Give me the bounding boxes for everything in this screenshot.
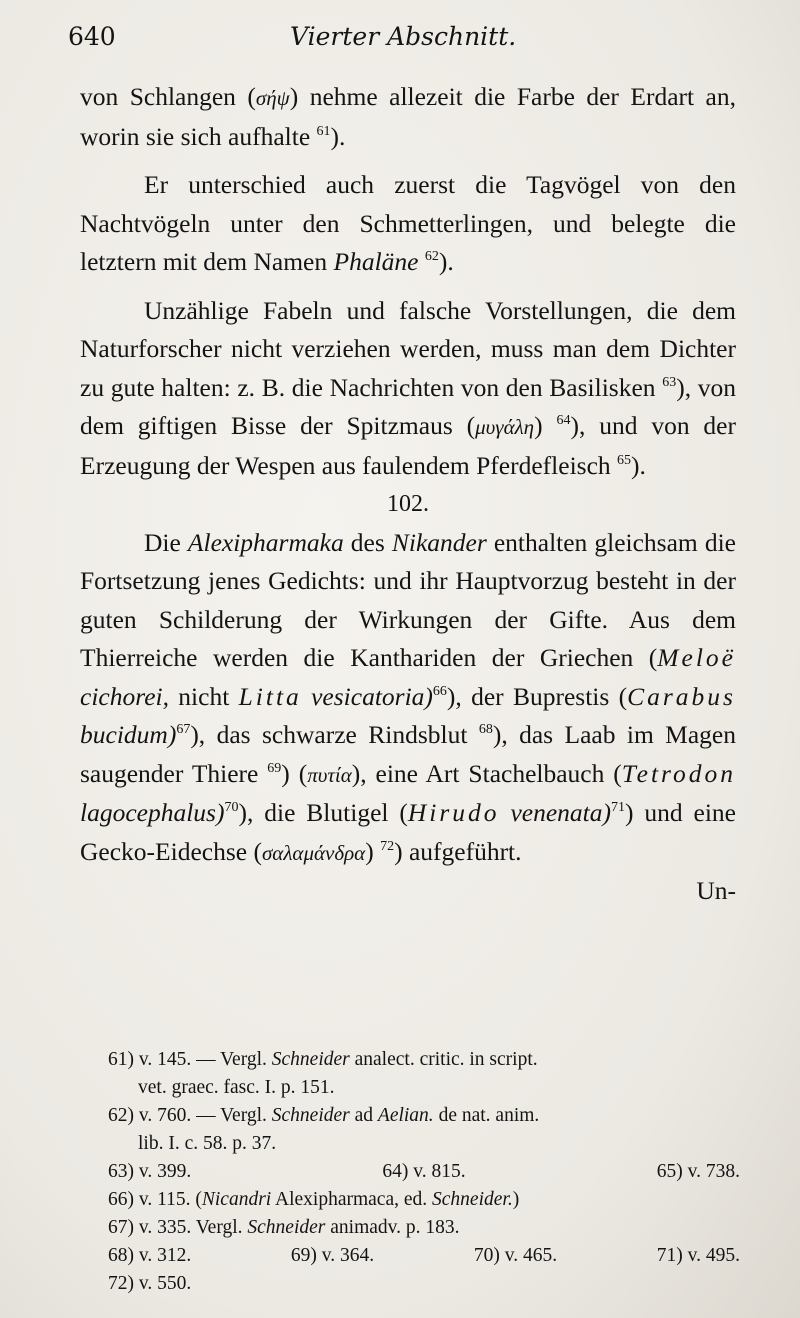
italic-term: venenata) [499,798,611,827]
text-run: ). [631,450,646,480]
running-title: Vierter Abschnitt. [290,22,517,51]
text-run: 62) v. 760. — Vergl. [108,1105,272,1126]
text-run: ), von dem giftigen Bisse der Spitzmaus ( [80,372,736,440]
footnote-ref: 69 [267,760,282,776]
footnote-62 [108,1102,748,1130]
footnote-62-continued: lib. I. c. 58. p. 37. [138,1133,277,1154]
text-run: de nat. anim. [433,1105,540,1126]
footnote-71: 71) v. 495. [656,1245,740,1266]
italic-term: Phaläne [333,247,419,276]
spaced-term: Carabus [627,681,736,711]
footnote-row-68-71 [108,1242,740,1270]
section-number: 102. [387,491,429,517]
italic-term: lagocephalus) [80,798,225,827]
italic-term: cichorei, [80,681,169,711]
main-text [80,78,736,911]
text-run: ) ( [281,758,308,788]
spaced-term: Hirudo [407,798,500,827]
text-run: Alexipharmaca, ed. [271,1189,433,1210]
text-run: ), der Buprestis ( [446,681,628,711]
paragraph-4 [80,524,736,873]
text-run: enthalten gleichsam die Fortsetzung jenes Gedichts: und ihr Hauptvorzug besteht in der guten Schilderung der Wirkungen der Gifte. Aus dem Thierreiche werden die Kanthariden der Griechen ( [80,527,736,672]
footnote-66 [108,1186,748,1214]
text-run: Die [144,527,188,557]
text-run: ), die Blutigel ( [238,798,408,827]
text-run: ), das Laab im Magen saugender Thiere [80,720,736,788]
footnote-ref: 65 [617,452,632,468]
italic-term: Nikander [391,527,487,557]
text-run: Unzählige Fabeln und falsche Vorstellungen, die dem Naturforscher nicht verziehen werden, muss man dem Dichter zu gute halten: z. B. die Nachrichten von den Basilisken [80,295,736,402]
text-run: ), das schwarze Rindsblut [190,720,479,749]
footnote-ref: 66 [432,683,447,699]
paragraph-2 [80,166,736,282]
text-run: Er unterschied auch zuerst die Tagvögel von den Nachtvögeln unter den Schmetterlingen, und belegte die letztern mit dem Namen [80,170,736,276]
footnote-ref: 67 [176,722,191,737]
footnote-72: 72) v. 550. [108,1273,192,1294]
footnote-69: 69) v. 364. [290,1245,375,1266]
text-run: ad [349,1105,378,1126]
text-run: 61) v. 145. — Vergl. [108,1049,272,1070]
text-run: ), und von der Erzeugung der Wespen aus faulendem Pferdefleisch [80,411,736,480]
footnote-ref: 68 [478,722,493,737]
footnote-67 [108,1214,748,1242]
text-run: des [343,527,392,557]
greek-term: σαλαμάνδρα [261,840,366,865]
text-run: ) [365,836,381,866]
text-run: animadv. p. 183. [325,1217,460,1238]
text-run: ) [512,1189,520,1210]
text-run: nicht [168,681,239,711]
greek-term: σήψ [255,86,290,110]
page-header [68,22,728,58]
catchword: Un- [696,876,736,905]
greek-term: πυτία [307,762,352,787]
footnote-ref: 70 [224,800,239,815]
footnote-63: 63) v. 399. [108,1161,192,1182]
italic-term: Aelian. [377,1105,434,1126]
italic-term: Schneider [271,1049,350,1070]
footnote-ref: 61 [316,123,331,139]
spaced-term: Tetrodon [621,758,737,788]
footnote-ref: 72 [380,838,395,854]
footnote-68: 68) v. 312. [108,1245,192,1266]
text-run: ). [330,121,346,151]
italic-term: Nicandri [201,1189,272,1210]
footnote-ref: 71 [610,800,625,815]
paragraph-1 [80,78,736,156]
italic-term: vesicatoria) [301,681,433,711]
footnote-65: 65) v. 738. [656,1161,740,1182]
text-run: ) [534,411,557,440]
text-run: 66) v. 115. ( [108,1189,202,1210]
greek-term: μυγάλη [475,415,535,439]
italic-term: Alexipharmaka [187,527,344,557]
footnote-70: 70) v. 465. [473,1245,558,1266]
spaced-term: Litta [238,681,302,711]
footnotes [108,1046,748,1298]
text-run: ) aufgeführt. [394,836,522,866]
text-run: ). [438,247,454,276]
paragraph-3 [80,292,736,486]
italic-term: Schneider [271,1105,350,1126]
footnote-row-63-65 [108,1158,740,1186]
text-run: analect. critic. in script. [349,1049,538,1070]
italic-term: bucidum) [80,720,177,749]
text-run: 67) v. 335. Vergl. [108,1217,248,1238]
italic-term: Schneider. [432,1189,513,1210]
spaced-term: Meloë [657,643,736,672]
text-run: ), eine Art Stachelbauch ( [351,758,622,788]
footnote-64: 64) v. 815. [382,1161,466,1182]
footnote-ref: 63 [662,374,677,390]
page-number: 640 [68,22,116,51]
footnote-ref: 64 [556,413,571,428]
text-run: ) und eine Gecko-Eidechse ( [80,798,736,866]
footnote-61 [108,1046,748,1074]
text-run: von Schlangen ( [80,82,256,111]
footnote-ref: 62 [424,249,439,264]
text-run: ) nehme allezeit die Farbe der Erdart an, worin sie sich aufhalte [80,82,736,151]
italic-term: Schneider [247,1217,326,1238]
footnote-61-continued: vet. graec. fasc. I. p. 151. [138,1077,335,1098]
